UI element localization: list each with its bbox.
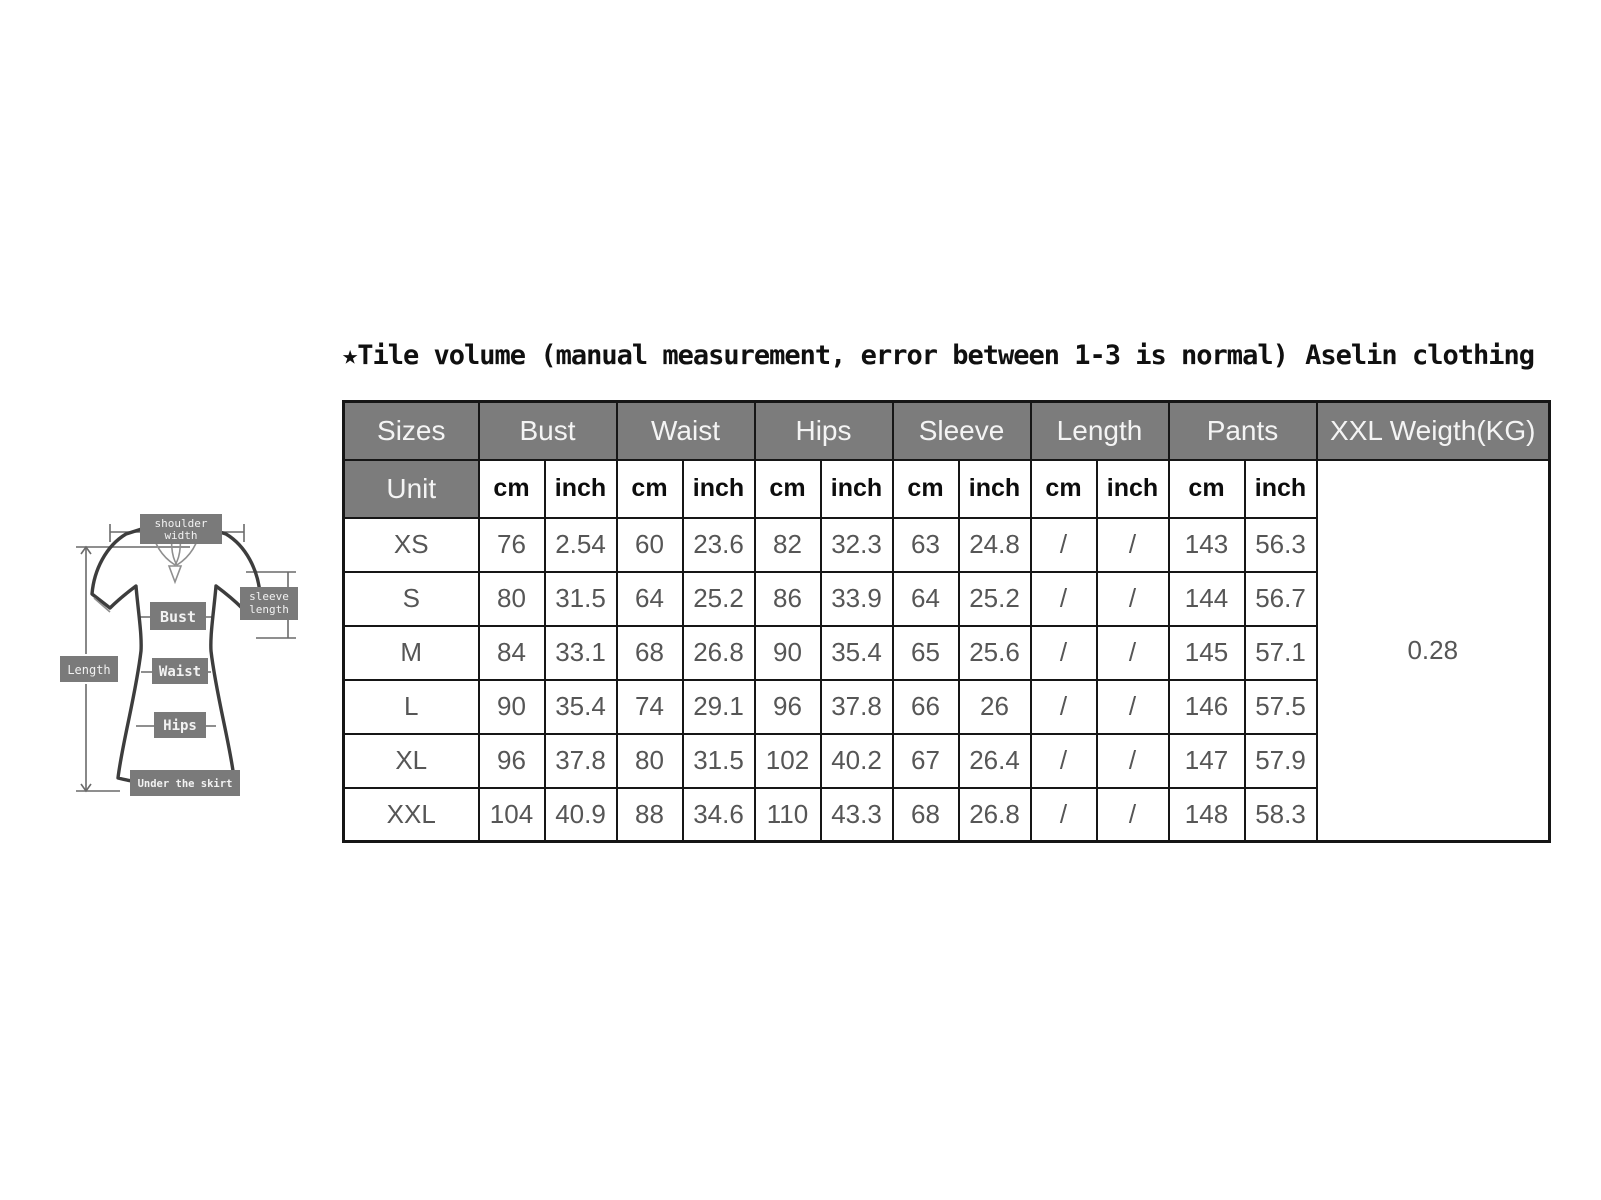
value-cell: 25.2 [683,572,755,626]
value-cell: 145 [1169,626,1245,680]
diagram-label-bust [150,602,206,630]
column-header-length: Length [1031,402,1169,460]
value-cell: 146 [1169,680,1245,734]
value-cell: 26.8 [959,788,1031,842]
column-header-sleeve: Sleeve [893,402,1031,460]
brand-name: Aselin clothing [1305,340,1534,371]
value-cell: 74 [617,680,683,734]
garment-diagram [48,486,336,810]
value-cell: 144 [1169,572,1245,626]
unit-cell: cm [1031,460,1097,518]
diagram-label-length [60,656,118,682]
unit-cell: inch [821,460,893,518]
unit-cell: cm [617,460,683,518]
under-the-skirt-label: Under the skirt [137,778,233,790]
value-cell: 96 [479,734,545,788]
diagram-label-waist [152,658,208,684]
svg-text:length: length [249,603,289,616]
value-cell: 143 [1169,518,1245,572]
value-cell: 56.3 [1245,518,1317,572]
value-cell: 96 [755,680,821,734]
value-cell: 32.3 [821,518,893,572]
diagram-label-under-the-skirt [130,770,240,796]
value-cell: 90 [755,626,821,680]
value-cell: 33.1 [545,626,617,680]
value-cell: / [1031,626,1097,680]
garment-diagram-svg [48,486,336,810]
value-cell: / [1097,788,1169,842]
value-cell: 84 [479,626,545,680]
hips-label: Hips [163,718,197,734]
value-cell: 64 [617,572,683,626]
size-cell: M [344,626,479,680]
value-cell: 86 [755,572,821,626]
value-cell: 63 [893,518,959,572]
length-label: Length [67,663,111,677]
value-cell: 25.2 [959,572,1031,626]
value-cell: 76 [479,518,545,572]
value-cell: 147 [1169,734,1245,788]
value-cell: 80 [617,734,683,788]
value-cell: / [1097,572,1169,626]
unit-cell: inch [1245,460,1317,518]
value-cell: 34.6 [683,788,755,842]
value-cell: 64 [893,572,959,626]
value-cell: 24.8 [959,518,1031,572]
value-cell: 26.4 [959,734,1031,788]
unit-cell: cm [755,460,821,518]
column-header-pants: Pants [1169,402,1317,460]
unit-cell: cm [479,460,545,518]
unit-cell: inch [545,460,617,518]
value-cell: 40.9 [545,788,617,842]
value-cell: 57.9 [1245,734,1317,788]
value-cell: 66 [893,680,959,734]
value-cell: / [1097,734,1169,788]
column-header-bust: Bust [479,402,617,460]
unit-cell: cm [893,460,959,518]
value-cell: / [1097,518,1169,572]
value-cell: 26 [959,680,1031,734]
unit-row [344,460,1550,518]
header-row [344,402,1550,460]
column-header-sizes: Sizes [344,402,479,460]
value-cell: / [1031,572,1097,626]
value-cell: 110 [755,788,821,842]
value-cell: 80 [479,572,545,626]
table-body [344,402,1550,842]
value-cell: / [1097,680,1169,734]
page-title: ★Tile volume (manual measurement, error between 1-3 is normal) [342,340,1288,371]
unit-row-label: Unit [344,460,479,518]
value-cell: / [1031,788,1097,842]
value-cell: 31.5 [683,734,755,788]
shoulder-width-label: shoulder [154,517,208,530]
value-cell: 33.9 [821,572,893,626]
value-cell: 82 [755,518,821,572]
size-cell: L [344,680,479,734]
value-cell: 65 [893,626,959,680]
unit-cell: inch [1097,460,1169,518]
size-chart-table [342,400,1551,843]
unit-cell: cm [1169,460,1245,518]
value-cell: 104 [479,788,545,842]
bust-label: Bust [159,608,197,626]
value-cell: 102 [755,734,821,788]
value-cell: 90 [479,680,545,734]
xxl-weight-value: 0.28 [1317,460,1550,842]
column-header-waist: Waist [617,402,755,460]
value-cell: 25.6 [959,626,1031,680]
diagram-label-sleeve-length [240,587,298,620]
value-cell: 58.3 [1245,788,1317,842]
value-cell: 67 [893,734,959,788]
value-cell: 37.8 [545,734,617,788]
value-cell: 57.5 [1245,680,1317,734]
value-cell: 57.1 [1245,626,1317,680]
unit-cell: inch [683,460,755,518]
size-cell: S [344,572,479,626]
value-cell: / [1031,518,1097,572]
value-cell: 35.4 [545,680,617,734]
waist-label: Waist [158,664,202,680]
diagram-label-hips [154,712,206,738]
dress-outline [92,526,260,785]
value-cell: / [1031,680,1097,734]
column-header-hips: Hips [755,402,893,460]
value-cell: 88 [617,788,683,842]
value-cell: 26.8 [683,626,755,680]
value-cell: 29.1 [683,680,755,734]
value-cell: / [1031,734,1097,788]
value-cell: 68 [617,626,683,680]
value-cell: 37.8 [821,680,893,734]
diagram-label-shoulder-width [140,514,222,544]
value-cell: 40.2 [821,734,893,788]
unit-cell: inch [959,460,1031,518]
value-cell: 148 [1169,788,1245,842]
size-cell: XL [344,734,479,788]
size-cell: XXL [344,788,479,842]
value-cell: 35.4 [821,626,893,680]
value-cell: 68 [893,788,959,842]
value-cell: 43.3 [821,788,893,842]
sleeve-length-label: sleeve [249,590,289,603]
value-cell: 56.7 [1245,572,1317,626]
column-header-xxl-weigth-kg-: XXL Weigth(KG) [1317,402,1550,460]
value-cell: / [1097,626,1169,680]
value-cell: 31.5 [545,572,617,626]
svg-text:width: width [164,529,198,542]
size-cell: XS [344,518,479,572]
title-bar [342,340,1548,371]
value-cell: 2.54 [545,518,617,572]
value-cell: 23.6 [683,518,755,572]
value-cell: 60 [617,518,683,572]
